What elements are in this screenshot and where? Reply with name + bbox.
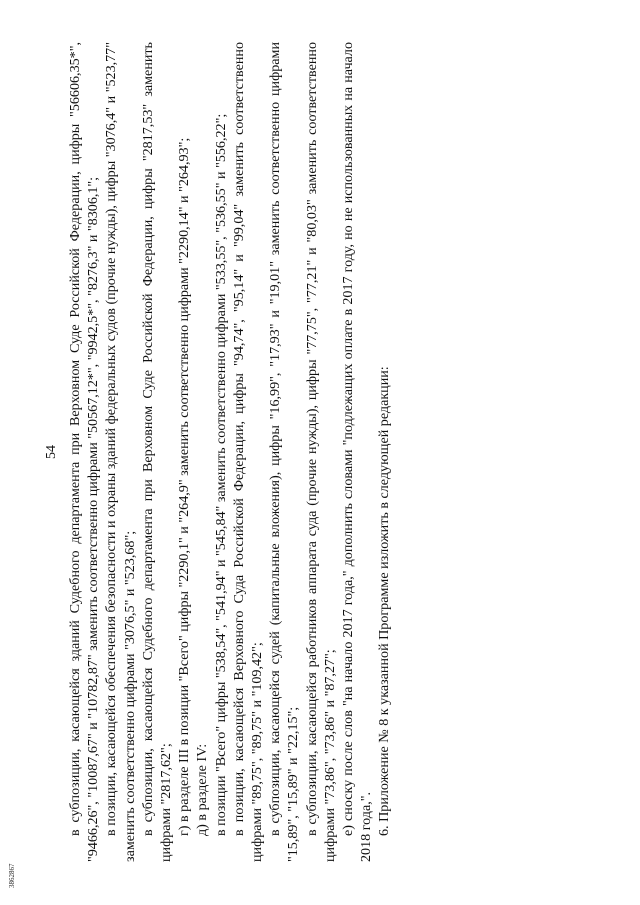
document-body	[66, 42, 394, 862]
paragraph: в позиции "Всего" цифры "538,54", "541,94" и "545,84" заменить соответственно цифрами "533,55", "536,55" и "556,22";	[212, 113, 229, 836]
paragraph: в субпозиции, касающейся Судебного департамента при Верховном Суде Российской Федерации, цифры "2817,53" заменить цифрами "2817,62";	[139, 42, 175, 862]
paragraph: в субпозиции, касающейся зданий Судебного департамента при Верховном Суде Российской Федерации, цифры "56606,35*", "9466,26", "10087,67" и "10782,87" заменить соответственно цифрами "50567,12*", "9942,5*", "8276,3" и "8306,1";	[67, 42, 102, 862]
paragraph: г) в разделе III в позиции "Всего" цифры "2290,1" и "264,9" заменить соответственно цифрами "2290,14" и "264,93";	[176, 137, 193, 836]
document-stamp: 3862867	[8, 863, 16, 888]
paragraph: в субпозиции, касающейся судей (капитальные вложения), цифры "16,99", "17,93" и "19,01" заменить соответственно цифрами "15,89", "15,89" и "22,15";	[267, 42, 302, 862]
page-number: 54	[44, 445, 59, 459]
paragraph: 6. Приложение № 8 к указанной Программе изложить в следующей редакции:	[376, 366, 393, 836]
paragraph: в позиции, касающейся Верховного Суда Российской Федерации, цифры "94,74", "95,14" и "99,04" заменить соответственно цифрами "89,75", "89,75" и "109,42";	[230, 42, 266, 862]
rotated-content	[38, 42, 458, 862]
paragraph: д) в разделе IV:	[194, 743, 211, 836]
paragraph: в позиции, касающейся обеспечения безопасности и охраны зданий федеральных судов (прочие нужды), цифры "3076,4" и "523,77" заменить соответственно цифрами "3076,5" и "523,68";	[103, 42, 138, 862]
paragraph: в субпозиции, касающейся работников аппарата суда (прочие нужды), цифры "77,75", "77,21" и "80,03" заменить соответственно цифрами "73,86", "73,86" и "87,27";	[303, 42, 338, 862]
paragraph: е) сноску после слов "на начало 2017 года," дополнить словами "подлежащих оплате в 2017 году, но не использованных на начало 2018 года,".	[340, 42, 375, 862]
